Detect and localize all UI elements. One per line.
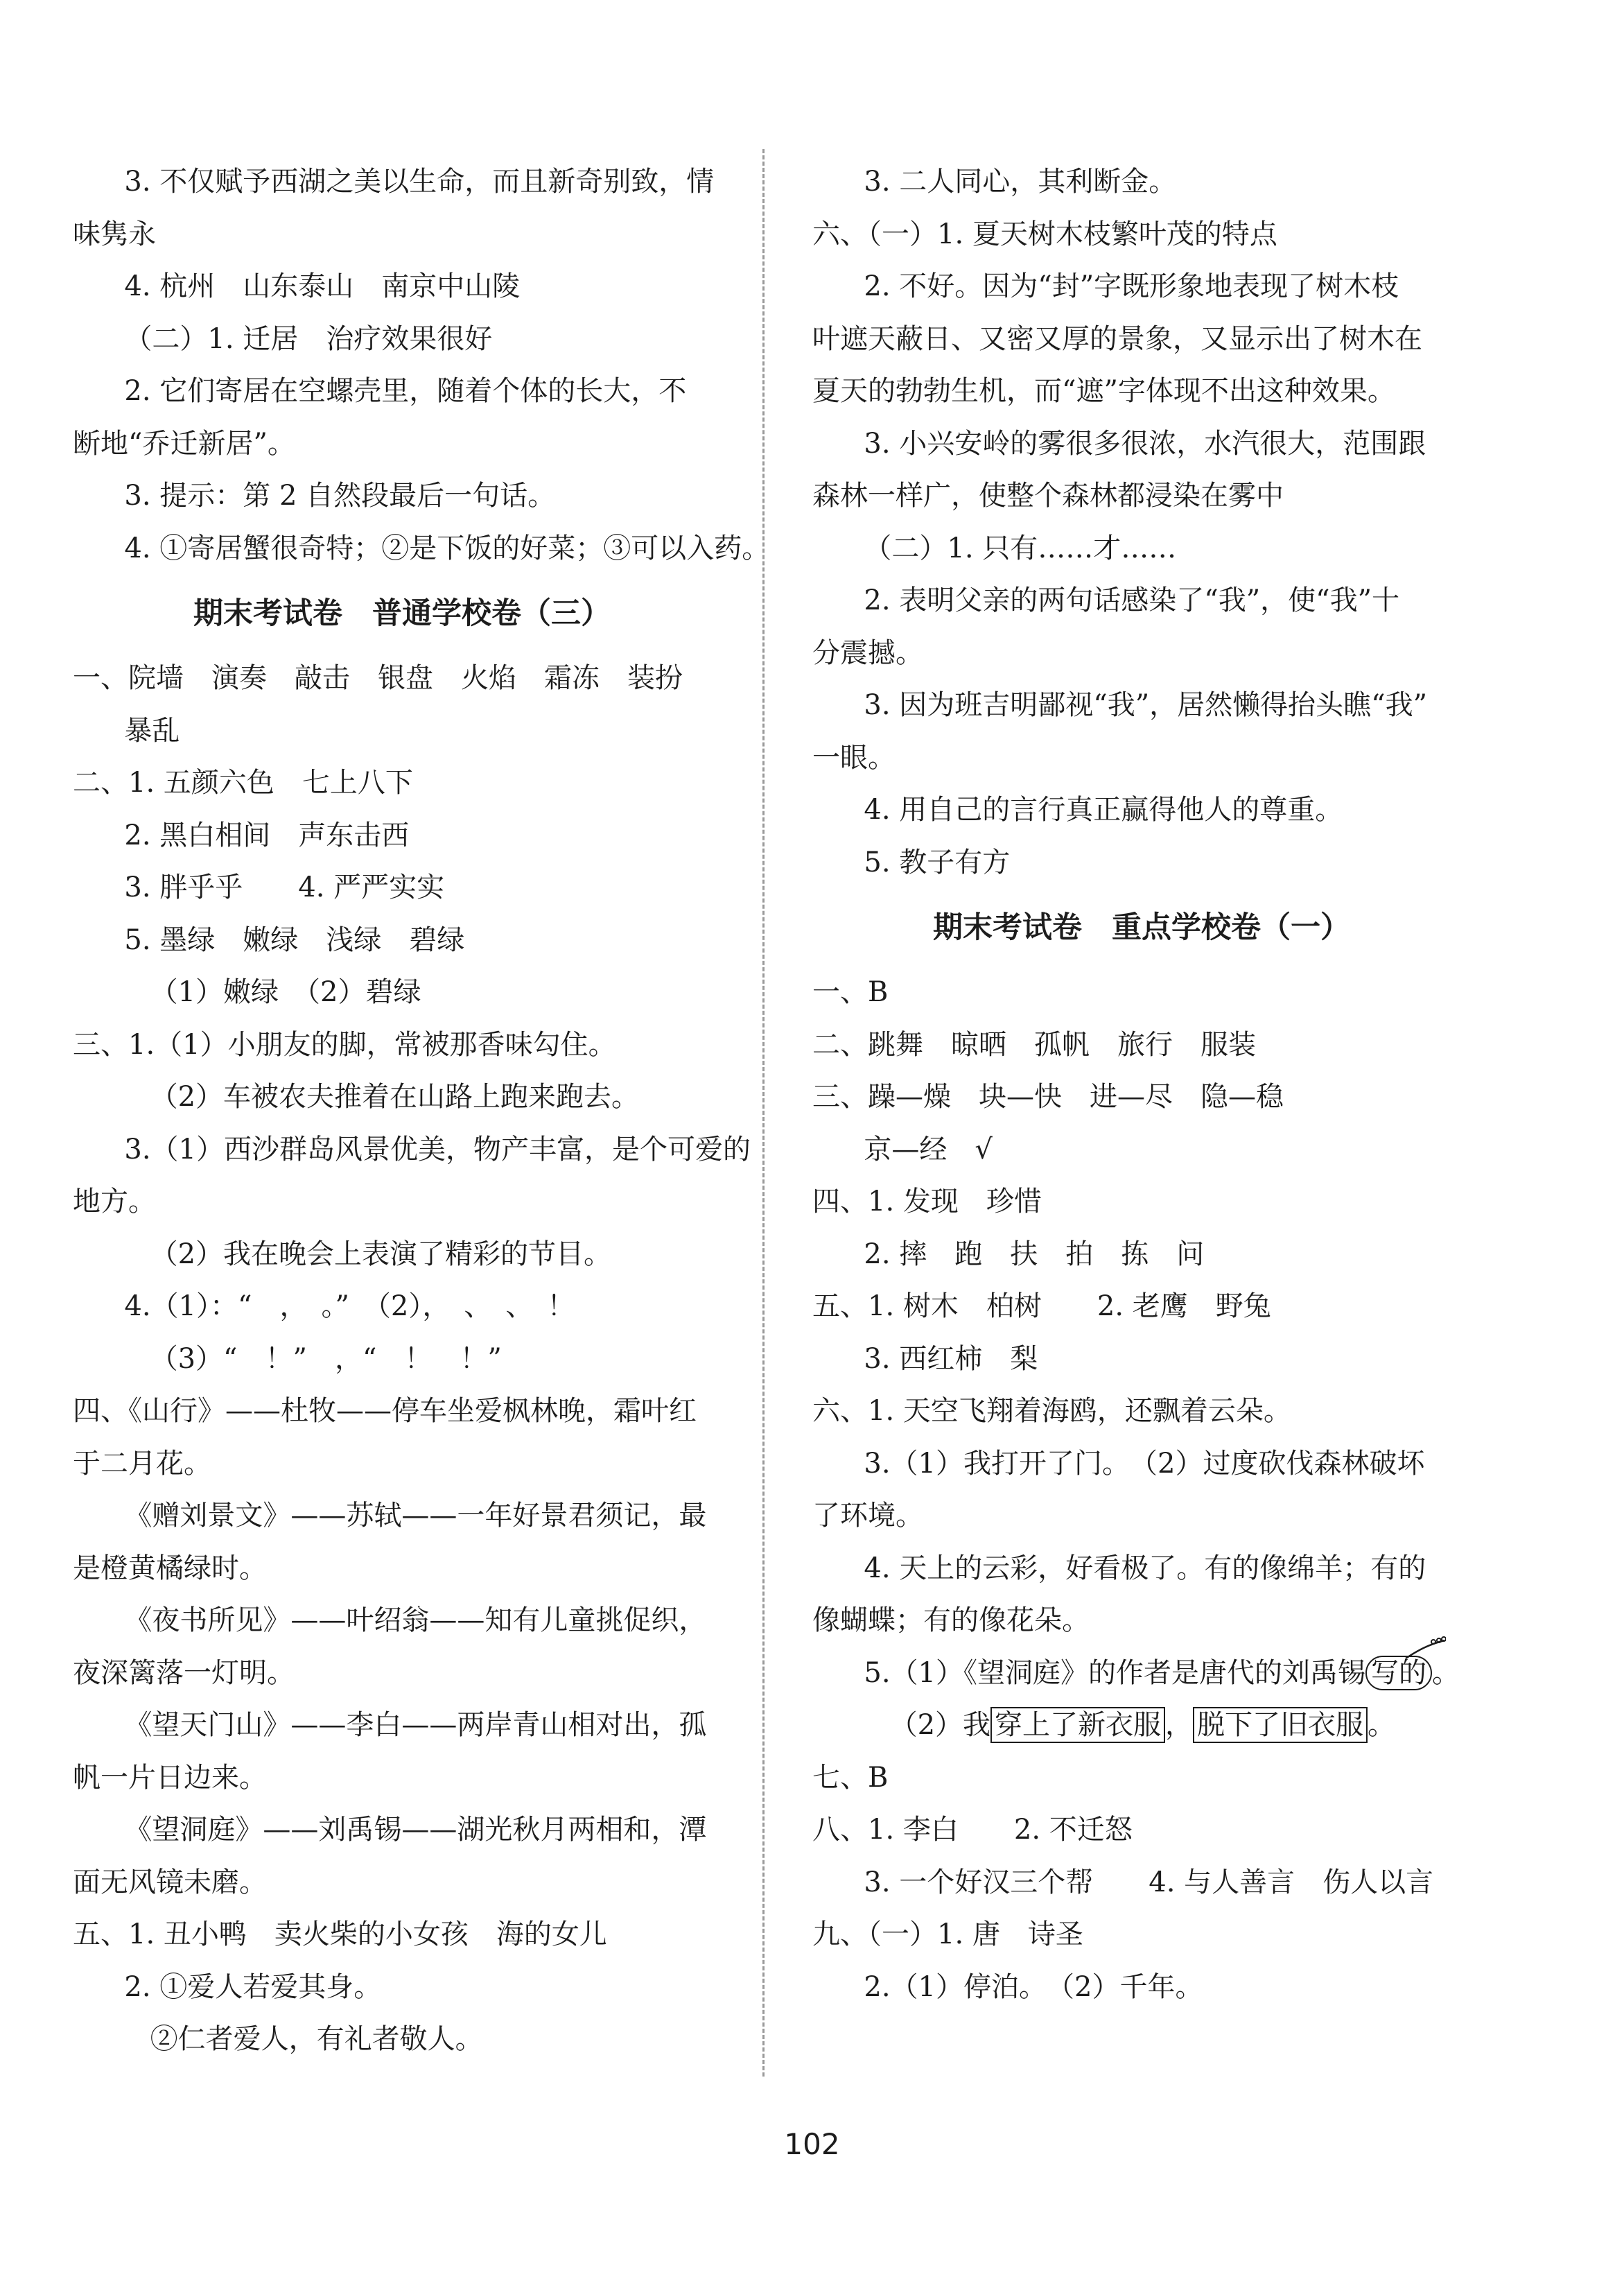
answer-line: 5. 墨绿 嫩绿 浅绿 碧绿	[124, 924, 465, 956]
answer-line: 六、1. 天空飞翔着海鸥，还飘着云朵。	[812, 1395, 1291, 1427]
answer-line: 帆一片日边来。	[73, 1761, 267, 1794]
section-heading: 期末考试卷 重点学校卷（一）	[933, 910, 1350, 945]
answer-line: （二）1. 只有……才……	[864, 532, 1177, 564]
answer-text: 。	[1432, 1656, 1460, 1689]
answer-line: 于二月花。	[73, 1447, 211, 1480]
answer-line: 三、1.（1）小朋友的脚，常被那香味勾住。	[73, 1028, 616, 1061]
answer-line: 七、B	[812, 1761, 889, 1794]
answer-line: 夜深篱落一灯明。	[73, 1656, 295, 1689]
answer-line: 2. 摔 跑 扶 拍 拣 问	[864, 1238, 1205, 1270]
answer-line: 4. 杭州 山东泰山 南京中山陵	[124, 270, 521, 302]
answer-line: 3. 提示：第 2 自然段最后一句话。	[124, 480, 556, 512]
answer-text: 5.（1）《望洞庭》的作者是唐代的刘禹锡	[864, 1656, 1366, 1689]
answer-line: 5. 教子有方	[864, 846, 1011, 878]
answer-line: 京—经 √	[864, 1133, 993, 1165]
answer-line: 一眼。	[812, 741, 896, 774]
answer-line: 3. 一个好汉三个帮 4. 与人善言 伤人以言	[864, 1866, 1434, 1898]
boxed-correction: 穿上了新衣服	[990, 1707, 1165, 1743]
answer-line: 2. 黑白相间 声东击西	[124, 819, 410, 851]
answer-line: 3. 胖乎乎 4. 严严实实	[124, 872, 445, 903]
answer-line: 暴乱	[124, 714, 180, 747]
answer-line: 4. 天上的云彩，好看极了。有的像绵羊；有的	[864, 1552, 1426, 1584]
answer-line: 八、1. 李白 2. 不迁怒	[812, 1814, 1133, 1846]
answer-line: 2. 它们寄居在空螺壳里，随着个体的长大，不	[124, 375, 687, 407]
circled-correction: 写的	[1365, 1656, 1432, 1690]
answer-line: 2. 表明父亲的两句话感染了“我”，使“我”十	[864, 584, 1400, 616]
answer-line: 地方。	[73, 1186, 156, 1217]
column-divider	[762, 149, 765, 2077]
answer-line: 一、院墙 演奏 敲击 银盘 火焰 霜冻 装扮	[73, 662, 683, 694]
answer-line: 四、1. 发现 珍惜	[812, 1186, 1042, 1217]
answer-line: 3.（1）我打开了门。 （2）过度砍伐森林破坏	[864, 1447, 1425, 1480]
answer-line: 五、1. 丑小鸭 卖火柴的小女孩 海的女儿	[73, 1918, 607, 1950]
answer-line: 《望洞庭》——刘禹锡——湖光秋月两相和，潭	[124, 1814, 707, 1846]
answer-line: 一、B	[812, 976, 889, 1008]
answer-line: 二、1. 五颜六色 七上八下	[73, 767, 413, 799]
answer-line	[812, 1647, 1471, 1700]
answer-line: 2. 不好。因为“封”字既形象地表现了树木枝	[864, 270, 1399, 302]
answer-line: 像蝴蝶；有的像花朵。	[812, 1604, 1090, 1636]
answer-line: 《赠刘景文》——苏轼——一年好景君须记，最	[124, 1500, 707, 1532]
answer-line: （2）我在晚会上表演了精彩的节目。	[150, 1238, 612, 1270]
answer-text: 。	[1368, 1709, 1396, 1741]
answer-line: 分震撼。	[812, 636, 923, 669]
page-number: 102	[784, 2127, 840, 2161]
answer-line: 五、1. 树木 柏树 2. 老鹰 野兔	[812, 1290, 1271, 1322]
answer-line: 叶遮天蔽日、又密又厚的景象，又显示出了树木在	[812, 322, 1422, 355]
answer-line: 面无风镜未磨。	[73, 1866, 267, 1898]
answer-line	[812, 1699, 1471, 1752]
answer-line: 夏天的勃勃生机，而“遮”字体现不出这种效果。	[812, 375, 1395, 407]
boxed-correction: 脱下了旧衣服	[1193, 1707, 1368, 1743]
answer-line: 味隽永	[73, 218, 156, 250]
answer-line: 是橙黄橘绿时。	[73, 1552, 267, 1584]
answer-line: 《夜书所见》——叶绍翁——知有儿童挑促织，	[124, 1604, 707, 1636]
correction-mark-icon	[1404, 1636, 1446, 1660]
answer-line: 4. ①寄居蟹很奇特；②是下饭的好菜；③可以入药。	[124, 532, 770, 564]
answer-line: 4.（1）：“ ， 。” （2）， 、 、 ！	[124, 1290, 575, 1322]
answer-line: 3. 西红柿 梨	[864, 1342, 1038, 1375]
answer-line: 2. ①爱人若爱其身。	[124, 1970, 382, 2003]
answer-text: （2）我	[889, 1709, 991, 1741]
answer-line: 断地“乔迁新居”。	[73, 427, 295, 460]
answer-line: 森林一样广，使整个森林都浸染在雾中	[812, 480, 1284, 512]
answer-line: 3. 不仅赋予西湖之美以生命，而且新奇别致，情	[124, 166, 715, 198]
answer-line: 九、（一）1. 唐 诗圣	[812, 1918, 1083, 1950]
answer-line: 4. 用自己的言行真正赢得他人的尊重。	[864, 794, 1343, 826]
answer-line: （二）1. 迁居 治疗效果很好	[124, 322, 493, 355]
answer-line: 3. 小兴安岭的雾很多很浓，水汽很大，范围跟	[864, 427, 1426, 460]
answer-text: ，	[1165, 1709, 1194, 1741]
answer-line: 了环境。	[812, 1500, 923, 1532]
answer-line: （2）车被农夫推着在山路上跑来跑去。	[150, 1081, 640, 1113]
left-column	[73, 156, 770, 2066]
answer-line: 三、躁—燥 块—快 进—尽 隐—稳	[812, 1081, 1284, 1113]
answer-line: 六、（一）1. 夏天树木枝繁叶茂的特点	[812, 218, 1277, 250]
answer-line: ②仁者爱人，有礼者敬人。	[150, 2023, 483, 2055]
answer-line: 《望天门山》——李白——两岸青山相对出，孤	[124, 1709, 707, 1741]
answer-line: （1）嫩绿 （2）碧绿	[150, 976, 421, 1008]
answer-line: 3. 因为班吉明鄙视“我”，居然懒得抬头瞧“我”	[864, 689, 1428, 721]
answer-line: 四、《山行》——杜牧——停车坐爱枫林晚，霜叶红	[73, 1395, 697, 1427]
answer-line: 3.（1）西沙群岛风景优美，物产丰富，是个可爱的	[124, 1133, 751, 1165]
answer-line: 3. 二人同心，其利断金。	[864, 166, 1177, 198]
right-column	[812, 156, 1471, 2013]
answer-line: （3）“ ！” ，“ ！ ！”	[150, 1342, 502, 1375]
section-heading: 期末考试卷 普通学校卷（三）	[193, 596, 611, 631]
answer-line: 2.（1）停泊。 （2）千年。	[864, 1970, 1203, 2003]
answer-line: 二、跳舞 晾晒 孤帆 旅行 服装	[812, 1028, 1256, 1061]
